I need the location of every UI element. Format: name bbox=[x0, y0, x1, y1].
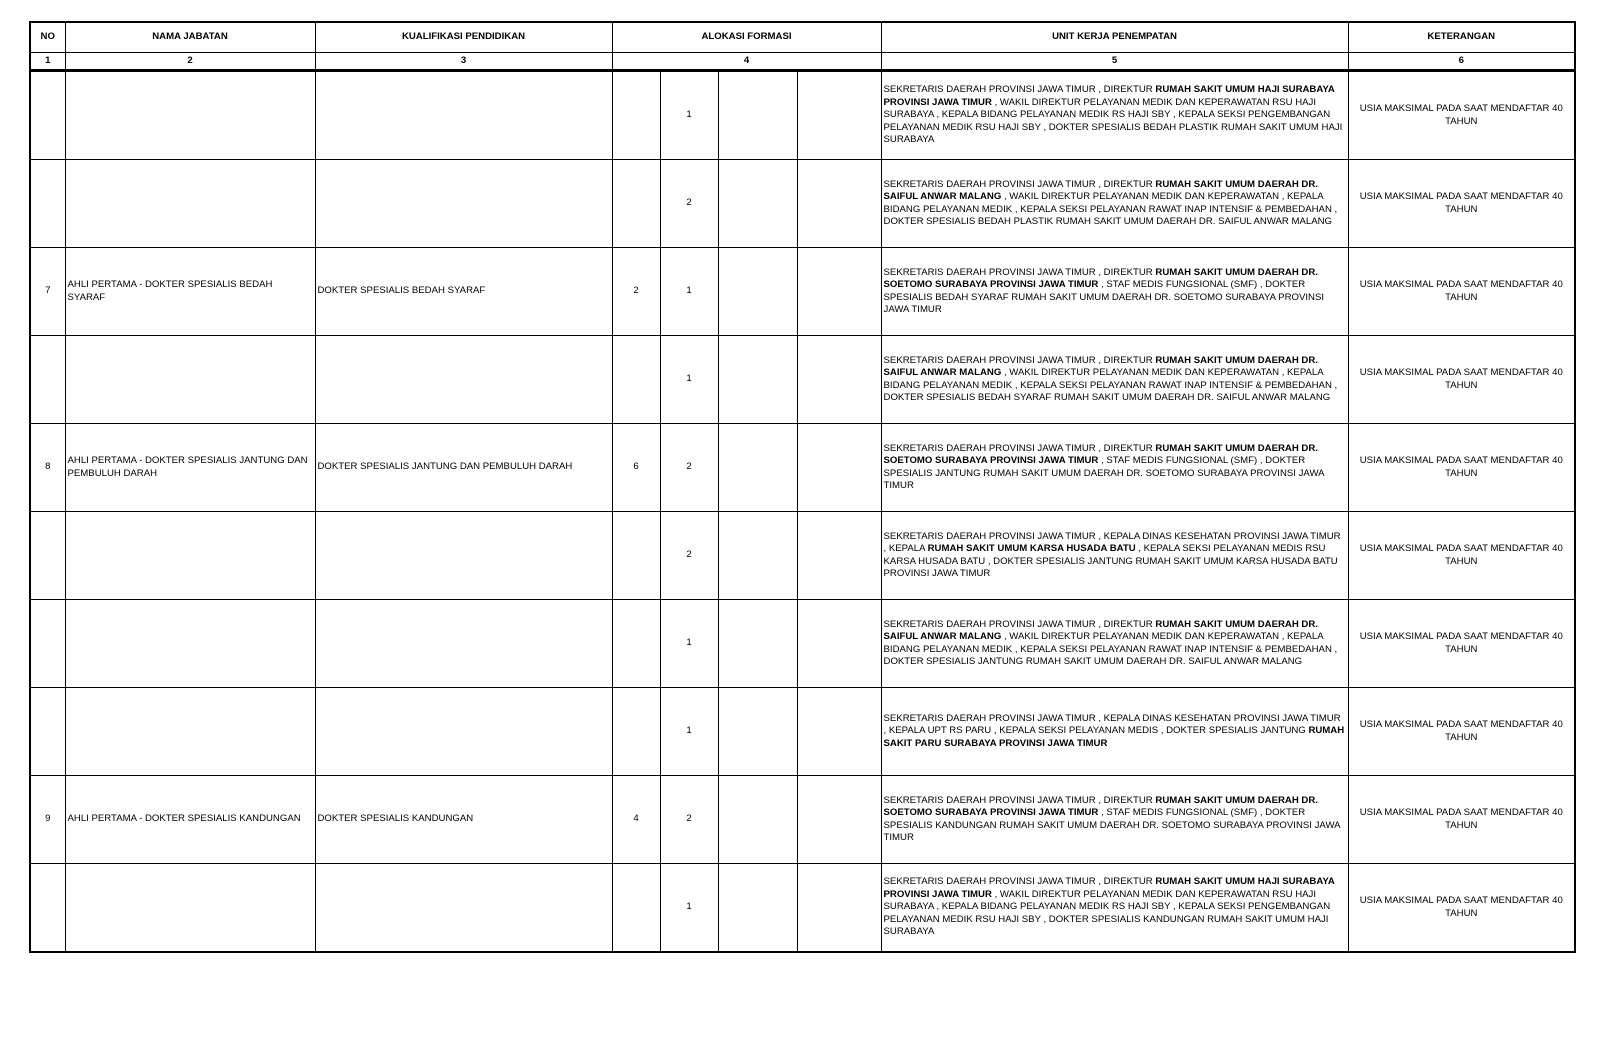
row-alokasi-empty bbox=[797, 336, 881, 424]
unit-text: SEKRETARIS DAERAH PROVINSI JAWA TIMUR , DIREKTUR bbox=[883, 618, 1156, 630]
row-keterangan: USIA MAKSIMAL PADA SAAT MENDAFTAR 40 TAHUN bbox=[1348, 248, 1575, 336]
row-alokasi-total bbox=[612, 71, 660, 160]
table-row bbox=[30, 424, 1575, 512]
row-alokasi-empty bbox=[797, 688, 881, 776]
row-no: 7 bbox=[30, 248, 65, 336]
formasi-table-sheet bbox=[29, 21, 1574, 978]
unit-text: , STAF MEDIS FUNGSIONAL (SMF) , DOKTER SPESIALIS BEDAH SYARAF RUMAH SAKIT UMUM DAERAH DR. SOETOMO SURABAYA PROVINSI JAWA TIMUR bbox=[883, 279, 1325, 315]
unit-text: SEKRETARIS DAERAH PROVINSI JAWA TIMUR , DIREKTUR bbox=[883, 178, 1156, 190]
unit-text: , STAF MEDIS FUNGSIONAL (SMF) , DOKTER SPESIALIS JANTUNG RUMAH SAKIT UMUM DAERAH DR. SOETOMO SURABAYA PROVINSI JAWA TIMUR bbox=[883, 455, 1325, 491]
row-keterangan: USIA MAKSIMAL PADA SAAT MENDAFTAR 40 TAHUN bbox=[1348, 160, 1575, 248]
column-number: 1 bbox=[30, 53, 65, 71]
row-alokasi-total bbox=[612, 864, 660, 953]
table-row bbox=[30, 336, 1575, 424]
row-alokasi-count: 1 bbox=[660, 336, 718, 424]
table-row bbox=[30, 864, 1575, 953]
row-no bbox=[30, 600, 65, 688]
table-row bbox=[30, 776, 1575, 864]
header-kualifikasi: KUALIFIKASI PENDIDIKAN bbox=[315, 22, 612, 53]
row-alokasi-count: 1 bbox=[660, 71, 718, 160]
row-nama-jabatan bbox=[65, 71, 315, 160]
row-alokasi-total: 2 bbox=[612, 248, 660, 336]
row-unit-kerja bbox=[881, 71, 1348, 160]
row-alokasi-empty bbox=[797, 600, 881, 688]
unit-text: SEKRETARIS DAERAH PROVINSI JAWA TIMUR , KEPALA DINAS KESEHATAN PROVINSI JAWA TIMUR , KEPALA UPT RS PARU , KEPALA SEKSI PELAYANAN MEDIS , DOKTER SPESIALIS JANTUNG bbox=[883, 712, 1341, 737]
row-alokasi-total bbox=[612, 512, 660, 600]
unit-hospital-name: RUMAH SAKIT UMUM DAERAH DR. SOETOMO SURABAYA PROVINSI JAWA TIMUR bbox=[883, 794, 1318, 819]
row-alokasi-count: 1 bbox=[660, 248, 718, 336]
unit-hospital-name: RUMAH SAKIT UMUM DAERAH DR. SOETOMO SURABAYA PROVINSI JAWA TIMUR bbox=[883, 266, 1318, 291]
row-unit-kerja bbox=[881, 512, 1348, 600]
table-row bbox=[30, 512, 1575, 600]
column-number: 4 bbox=[612, 53, 881, 71]
unit-text: , STAF MEDIS FUNGSIONAL (SMF) , DOKTER SPESIALIS KANDUNGAN RUMAH SAKIT UMUM DAERAH DR. SOETOMO SURABAYA PROVINSI JAWA TIMUR bbox=[883, 807, 1341, 843]
table-row bbox=[30, 248, 1575, 336]
row-alokasi-empty bbox=[797, 424, 881, 512]
row-alokasi-empty bbox=[797, 248, 881, 336]
formasi-table bbox=[29, 21, 1576, 953]
row-nama-jabatan bbox=[65, 512, 315, 600]
row-keterangan: USIA MAKSIMAL PADA SAAT MENDAFTAR 40 TAHUN bbox=[1348, 71, 1575, 160]
row-unit-kerja bbox=[881, 424, 1348, 512]
header-keterangan: KETERANGAN bbox=[1348, 22, 1575, 53]
column-number: 5 bbox=[881, 53, 1348, 71]
row-kualifikasi: DOKTER SPESIALIS KANDUNGAN bbox=[315, 776, 612, 864]
header-row bbox=[30, 22, 1575, 53]
row-kualifikasi: DOKTER SPESIALIS JANTUNG DAN PEMBULUH DARAH bbox=[315, 424, 612, 512]
row-alokasi-empty bbox=[718, 600, 797, 688]
row-alokasi-total: 6 bbox=[612, 424, 660, 512]
row-no bbox=[30, 688, 65, 776]
row-alokasi-empty bbox=[797, 864, 881, 953]
row-alokasi-empty bbox=[718, 336, 797, 424]
unit-text: SEKRETARIS DAERAH PROVINSI JAWA TIMUR , DIREKTUR bbox=[883, 354, 1156, 366]
table-row bbox=[30, 71, 1575, 160]
header-alokasi-formasi: ALOKASI FORMASI bbox=[612, 22, 881, 53]
unit-hospital-name: RUMAH SAKIT UMUM HAJI SURABAYA PROVINSI JAWA TIMUR bbox=[883, 84, 1335, 108]
row-alokasi-total: 4 bbox=[612, 776, 660, 864]
row-nama-jabatan bbox=[65, 864, 315, 953]
row-no: 8 bbox=[30, 424, 65, 512]
column-number: 2 bbox=[65, 53, 315, 71]
row-unit-kerja bbox=[881, 160, 1348, 248]
row-keterangan: USIA MAKSIMAL PADA SAAT MENDAFTAR 40 TAHUN bbox=[1348, 688, 1575, 776]
unit-hospital-name: RUMAH SAKIT UMUM HAJI SURABAYA PROVINSI JAWA TIMUR bbox=[883, 876, 1335, 900]
row-alokasi-empty bbox=[718, 424, 797, 512]
row-alokasi-count: 2 bbox=[660, 512, 718, 600]
row-alokasi-empty bbox=[797, 160, 881, 248]
header-unit-kerja: UNIT KERJA PENEMPATAN bbox=[881, 22, 1348, 53]
row-nama-jabatan bbox=[65, 160, 315, 248]
unit-text: SEKRETARIS DAERAH PROVINSI JAWA TIMUR , DIREKTUR bbox=[883, 266, 1156, 278]
table-row bbox=[30, 688, 1575, 776]
row-alokasi-count: 2 bbox=[660, 160, 718, 248]
unit-hospital-name: RUMAH SAKIT UMUM DAERAH DR. SAIFUL ANWAR MALANG bbox=[883, 354, 1318, 379]
unit-text: SEKRETARIS DAERAH PROVINSI JAWA TIMUR , DIREKTUR bbox=[883, 84, 1156, 96]
unit-text: , WAKIL DIREKTUR PELAYANAN MEDIK DAN KEPERAWATAN RSU HAJI SURABAYA , KEPALA BIDANG PELAYANAN MEDIK RS HAJI SBY , KEPALA SEKSI PENGEMBANGAN PELAYANAN MEDIK RSU HAJI SBY , DOKTER SPESIALIS BEDAH PLASTIK RUMAH SAKIT UMUM HAJI SURABAYA bbox=[883, 96, 1343, 146]
row-alokasi-empty bbox=[797, 512, 881, 600]
row-alokasi-total bbox=[612, 160, 660, 248]
column-number: 6 bbox=[1348, 53, 1575, 71]
row-alokasi-total bbox=[612, 688, 660, 776]
row-kualifikasi bbox=[315, 688, 612, 776]
row-alokasi-count: 1 bbox=[660, 864, 718, 953]
row-alokasi-total bbox=[612, 336, 660, 424]
unit-hospital-name: RUMAH SAKIT PARU SURABAYA PROVINSI JAWA TIMUR bbox=[883, 725, 1345, 749]
unit-text: , KEPALA SEKSI PELAYANAN MEDIS RSU KARSA HUSADA BATU , DOKTER SPESIALIS JANTUNG RUMAH SAKIT UMUM KARSA HUSADA BATU PROVINSI JAWA TIMUR bbox=[883, 543, 1338, 579]
row-kualifikasi bbox=[315, 512, 612, 600]
row-unit-kerja bbox=[881, 600, 1348, 688]
row-kualifikasi bbox=[315, 160, 612, 248]
unit-text: SEKRETARIS DAERAH PROVINSI JAWA TIMUR , DIREKTUR bbox=[883, 794, 1156, 806]
row-kualifikasi: DOKTER SPESIALIS BEDAH SYARAF bbox=[315, 248, 612, 336]
row-alokasi-count: 1 bbox=[660, 600, 718, 688]
row-alokasi-empty bbox=[797, 776, 881, 864]
row-alokasi-empty bbox=[718, 776, 797, 864]
row-nama-jabatan: AHLI PERTAMA - DOKTER SPESIALIS BEDAH SYARAF bbox=[65, 248, 315, 336]
row-kualifikasi bbox=[315, 71, 612, 160]
row-no: 9 bbox=[30, 776, 65, 864]
row-nama-jabatan bbox=[65, 688, 315, 776]
row-nama-jabatan bbox=[65, 336, 315, 424]
row-alokasi-empty bbox=[718, 512, 797, 600]
row-keterangan: USIA MAKSIMAL PADA SAAT MENDAFTAR 40 TAHUN bbox=[1348, 600, 1575, 688]
row-alokasi-empty bbox=[718, 688, 797, 776]
row-kualifikasi bbox=[315, 864, 612, 953]
row-alokasi-empty bbox=[718, 71, 797, 160]
column-number: 3 bbox=[315, 53, 612, 71]
row-unit-kerja bbox=[881, 776, 1348, 864]
row-unit-kerja bbox=[881, 248, 1348, 336]
row-alokasi-empty bbox=[718, 160, 797, 248]
row-alokasi-count: 2 bbox=[660, 424, 718, 512]
row-nama-jabatan: AHLI PERTAMA - DOKTER SPESIALIS KANDUNGAN bbox=[65, 776, 315, 864]
row-kualifikasi bbox=[315, 600, 612, 688]
row-unit-kerja bbox=[881, 336, 1348, 424]
row-alokasi-empty bbox=[718, 248, 797, 336]
row-unit-kerja bbox=[881, 864, 1348, 953]
row-alokasi-total bbox=[612, 600, 660, 688]
row-kualifikasi bbox=[315, 336, 612, 424]
unit-text: , WAKIL DIREKTUR PELAYANAN MEDIK DAN KEPERAWATAN , KEPALA BIDANG PELAYANAN MEDIK , KEPALA SEKSI PELAYANAN RAWAT INAP INTENSIF & PEMBEDAHAN , DOKTER SPESIALIS BEDAH SYARAF RUMAH SAKIT UMUM DAERAH DR. SAIFUL ANWAR MALANG bbox=[883, 367, 1338, 403]
unit-text: , WAKIL DIREKTUR PELAYANAN MEDIK DAN KEPERAWATAN , KEPALA BIDANG PELAYANAN MEDIK , KEPALA SEKSI PELAYANAN RAWAT INAP INTENSIF & PEMBEDAHAN , DOKTER SPESIALIS JANTUNG RUMAH SAKIT UMUM DAERAH DR. SAIFUL ANWAR MALANG bbox=[883, 631, 1338, 667]
unit-text: SEKRETARIS DAERAH PROVINSI JAWA TIMUR , DIREKTUR bbox=[883, 876, 1156, 888]
row-alokasi-empty bbox=[718, 864, 797, 953]
row-nama-jabatan bbox=[65, 600, 315, 688]
unit-text: , WAKIL DIREKTUR PELAYANAN MEDIK DAN KEPERAWATAN , KEPALA BIDANG PELAYANAN MEDIK , KEPALA SEKSI PELAYANAN RAWAT INAP INTENSIF & PEMBEDAHAN , DOKTER SPESIALIS BEDAH PLASTIK RUMAH SAKIT UMUM DAERAH DR. SAIFUL ANWAR MALANG bbox=[883, 191, 1338, 227]
unit-hospital-name: RUMAH SAKIT UMUM DAERAH DR. SAIFUL ANWAR MALANG bbox=[883, 618, 1318, 643]
row-no bbox=[30, 336, 65, 424]
row-alokasi-empty bbox=[797, 71, 881, 160]
row-keterangan: USIA MAKSIMAL PADA SAAT MENDAFTAR 40 TAHUN bbox=[1348, 776, 1575, 864]
row-no bbox=[30, 864, 65, 953]
header-no: NO bbox=[30, 22, 65, 53]
row-alokasi-count: 1 bbox=[660, 688, 718, 776]
table-row bbox=[30, 600, 1575, 688]
unit-hospital-name: RUMAH SAKIT UMUM DAERAH DR. SAIFUL ANWAR MALANG bbox=[883, 178, 1318, 203]
row-keterangan: USIA MAKSIMAL PADA SAAT MENDAFTAR 40 TAHUN bbox=[1348, 512, 1575, 600]
row-no bbox=[30, 71, 65, 160]
unit-text: SEKRETARIS DAERAH PROVINSI JAWA TIMUR , KEPALA DINAS KESEHATAN PROVINSI JAWA TIMUR , KEPALA bbox=[883, 530, 1341, 555]
row-no bbox=[30, 160, 65, 248]
row-unit-kerja bbox=[881, 688, 1348, 776]
unit-text: SEKRETARIS DAERAH PROVINSI JAWA TIMUR , DIREKTUR bbox=[883, 442, 1156, 454]
row-no bbox=[30, 512, 65, 600]
unit-text: , WAKIL DIREKTUR PELAYANAN MEDIK DAN KEPERAWATAN RSU HAJI SURABAYA , KEPALA BIDANG PELAYANAN MEDIK RS HAJI SBY , KEPALA SEKSI PENGEMBANGAN PELAYANAN MEDIK RSU HAJI SBY , DOKTER SPESIALIS KANDUNGAN RUMAH SAKIT UMUM HAJI SURABAYA bbox=[883, 888, 1331, 938]
unit-hospital-name: RUMAH SAKIT UMUM KARSA HUSADA BATU bbox=[927, 543, 1136, 555]
row-nama-jabatan: AHLI PERTAMA - DOKTER SPESIALIS JANTUNG DAN PEMBULUH DARAH bbox=[65, 424, 315, 512]
row-keterangan: USIA MAKSIMAL PADA SAAT MENDAFTAR 40 TAHUN bbox=[1348, 336, 1575, 424]
row-keterangan: USIA MAKSIMAL PADA SAAT MENDAFTAR 40 TAHUN bbox=[1348, 864, 1575, 953]
column-number-row bbox=[30, 53, 1575, 71]
row-keterangan: USIA MAKSIMAL PADA SAAT MENDAFTAR 40 TAHUN bbox=[1348, 424, 1575, 512]
header-nama-jabatan: NAMA JABATAN bbox=[65, 22, 315, 53]
unit-hospital-name: RUMAH SAKIT UMUM DAERAH DR. SOETOMO SURABAYA PROVINSI JAWA TIMUR bbox=[883, 442, 1318, 467]
table-row bbox=[30, 160, 1575, 248]
row-alokasi-count: 2 bbox=[660, 776, 718, 864]
